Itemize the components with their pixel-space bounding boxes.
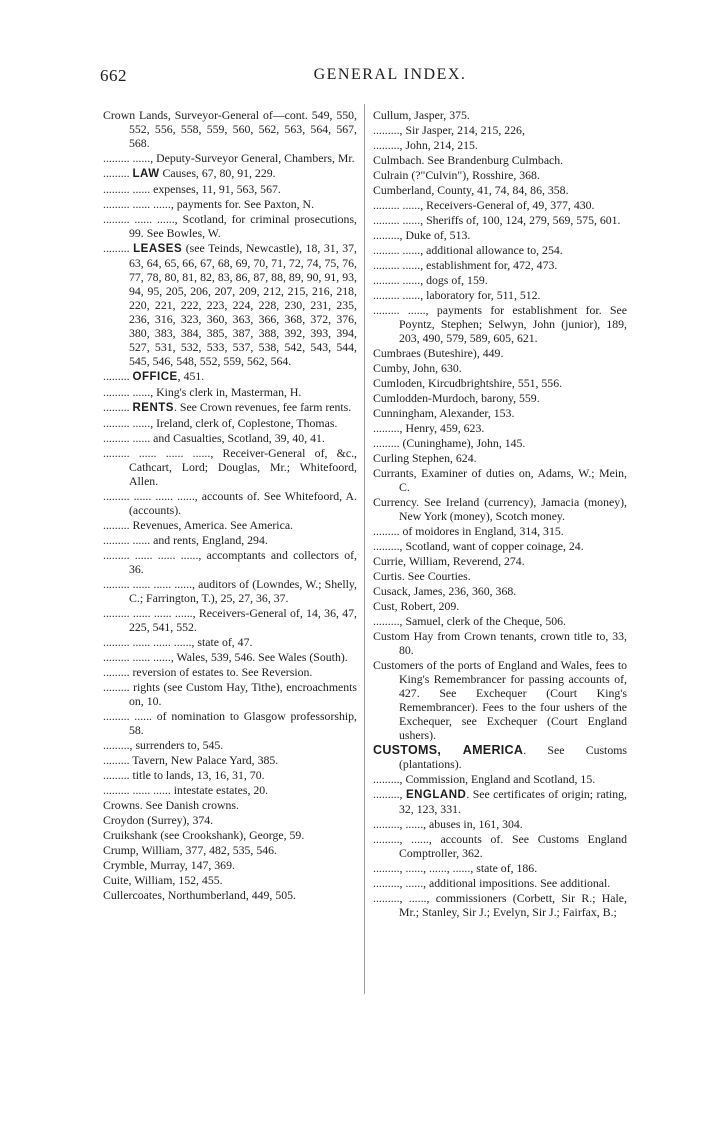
index-column-left xyxy=(103,108,357,902)
index-entry: Customers of the ports of England and Wales, fees to King's Remembrancer for passing accounts of, 427. See Exchequer (Court King's Remembrancer). Fees to the four ushers of the Exchequer, see Exchequer (Court England ushers). xyxy=(373,658,627,742)
index-entry: ......... reversion of estates to. See Reversion. xyxy=(103,665,313,679)
index-entry: ......... Revenues, America. See America. xyxy=(103,518,293,532)
index-entry: ......... ...... ......, Wales, 539, 546. See Wales (South). xyxy=(103,650,348,664)
index-entry: ......... rights (see Custom Hay, Tithe), encroachments on, 10. xyxy=(103,680,357,708)
index-entry: ......... LEASES (see Teinds, Newcastle), 18, 31, 37, 63, 64, 65, 66, 67, 68, 69, 70, 71, 72, 74, 75, 76, 77, 78, 80, 81, 82, 83, 86, 87, 88, 89, 90, 91, 93, 94, 95, 205, 206, 207, 209, 212, 215, 216, 218, 220, 221, 222, 223, 224, 228, 230, 231, 235, 236, 316, 323, 360, 363, 366, 368, 372, 376, 380, 383, 384, 385, 387, 388, 392, 393, 394, 527, 531, 532, 533, 537, 538, 542, 543, 544, 545, 546, 548, 552, 559, 562, 564. xyxy=(103,241,357,368)
index-entry: ......... ...... ......, Scotland, for criminal prosecutions, 99. See Bowles, W. xyxy=(103,212,357,240)
index-entry: Curling Stephen, 624. xyxy=(373,451,477,465)
index-entry: ........., ......, accounts of. See Customs England Comptroller, 362. xyxy=(373,832,627,860)
index-entry: ......... ...... and Casualties, Scotland, 39, 40, 41. xyxy=(103,431,325,445)
index-entry: ......... ...... of nomination to Glasgow professorship, 58. xyxy=(103,709,357,737)
index-entry: ......... ...... ...... intestate estates, 20. xyxy=(103,783,269,797)
index-entry: ......... ......, Ireland, clerk of, Coplestone, Thomas. xyxy=(103,416,338,430)
index-entry: ......... ......, laboratory for, 511, 512. xyxy=(373,288,541,302)
index-entry: Currants, Examiner of duties on, Adams, W.; Mein, C. xyxy=(373,466,627,494)
index-entry: ........., Scotland, want of copper coinage, 24. xyxy=(373,539,584,553)
index-entry: Cumloden, Kircudbrightshire, 551, 556. xyxy=(373,376,563,390)
index-entry: ......... ...... ...... ......, Receiver-General of, &c., Cathcart, Lord; Douglas, Mr.; Whitefoord, Allen. xyxy=(103,446,357,488)
index-entry: Crump, William, 377, 482, 535, 546. xyxy=(103,843,277,857)
index-entry: ......... ...... ...... ......, accomptants and collectors of, 36. xyxy=(103,548,357,576)
index-entry: Cullum, Jasper, 375. xyxy=(373,108,470,122)
index-entry: ......... OFFICE, 451. xyxy=(103,369,205,383)
index-entry: Cullercoates, Northumberland, 449, 505. xyxy=(103,888,296,902)
index-heading-word: LEASES xyxy=(133,243,183,255)
index-entry: ......... title to lands, 13, 16, 31, 70. xyxy=(103,768,265,782)
index-column-right xyxy=(373,108,627,919)
index-entry: Currency. See Ireland (currency), Jamacia (money), New York (money), Scotch money. xyxy=(373,495,627,523)
index-entry: Cumlodden-Murdoch, barony, 559. xyxy=(373,391,540,405)
running-title: GENERAL INDEX. xyxy=(313,66,467,83)
index-entry: Cumberland, County, 41, 74, 84, 86, 358. xyxy=(373,183,569,197)
index-heading-word: ENGLAND xyxy=(405,789,467,801)
index-entry: Cust, Robert, 209. xyxy=(373,599,460,613)
index-entry: ......... RENTS. See Crown revenues, fee farm rents. xyxy=(103,400,352,414)
index-entry: ......... ...... ...... ......, Receivers-General of, 14, 36, 47, 225, 541, 552. xyxy=(103,606,357,634)
index-entry: Croydon (Surrey), 374. xyxy=(103,813,214,827)
index-entry: ......... ......, dogs of, 159. xyxy=(373,273,488,287)
index-entry: ......... ...... ...... ......, state of, 47. xyxy=(103,635,253,649)
index-entry: ........., ......, abuses in, 161, 304. xyxy=(373,817,523,831)
index-entry: ......... ......, additional allowance to, 254. xyxy=(373,243,563,257)
index-entry: ......... ......, payments for establishment for. See Poyntz, Stephen; Selwyn, John (junior), 189, 203, 490, 579, 589, 605, 621. xyxy=(373,303,627,345)
index-entry: ......... ......, establishment for, 472, 473. xyxy=(373,258,558,272)
index-entry: Crymble, Murray, 147, 369. xyxy=(103,858,235,872)
index-entry: CUSTOMS, AMERICA. See Customs (plantations). xyxy=(373,743,627,771)
index-entry: ........., Sir Jasper, 214, 215, 226, xyxy=(373,123,525,137)
index-entry: Crown Lands, Surveyor-General of—cont. 549, 550, 552, 556, 558, 559, 560, 562, 563, 564, 567, 568. xyxy=(103,108,357,150)
index-entry: Currie, William, Reverend, 274. xyxy=(373,554,525,568)
index-entry: ........., Duke of, 513. xyxy=(373,228,471,242)
index-entry: ........., Commission, England and Scotland, 15. xyxy=(373,772,596,786)
index-entry: ......... ......, Deputy-Surveyor General, Chambers, Mr. xyxy=(103,151,355,165)
index-entry: ......... ...... ...... ......, auditors of (Lowndes, W.; Shelly, C.; Farrington, T.), 25, 27, 36, 37. xyxy=(103,577,357,605)
index-entry: ......... ......, King's clerk in, Masterman, H. xyxy=(103,385,302,399)
index-entry: ......... ...... expenses, 11, 91, 563, 567. xyxy=(103,182,281,196)
index-entry: Crowns. See Danish crowns. xyxy=(103,798,239,812)
index-entry: ......... LAW Causes, 67, 80, 91, 229. xyxy=(103,166,276,180)
index-entry: ......... ...... and rents, England, 294. xyxy=(103,533,268,547)
index-entry: ........., ......, commissioners (Corbett, Sir R.; Hale, Mr.; Stanley, Sir J.; Evelyn, Sir J.; Fairfax, B.; xyxy=(373,891,627,919)
index-entry: ........., Samuel, clerk of the Cheque, 506. xyxy=(373,614,566,628)
index-entry: ........., ......, additional impositions. See additional. xyxy=(373,876,611,890)
index-entry: ......... of moidores in England, 314, 315. xyxy=(373,524,564,538)
index-entry: Cumbraes (Buteshire), 449. xyxy=(373,346,504,360)
index-entry: Cunningham, Alexander, 153. xyxy=(373,406,515,420)
index-entry: ......... ...... ......, payments for. See Paxton, N. xyxy=(103,197,315,211)
index-entry: ......... (Cuninghame), John, 145. xyxy=(373,436,526,450)
index-entry: Cruikshank (see Crookshank), George, 59. xyxy=(103,828,305,842)
column-divider xyxy=(364,104,365,994)
index-heading-word: LAW xyxy=(132,168,160,180)
index-entry: Cumby, John, 630. xyxy=(373,361,462,375)
index-entry: ......... Tavern, New Palace Yard, 385. xyxy=(103,753,279,767)
index-entry: ......... ......, Receivers-General of, 49, 377, 430. xyxy=(373,198,595,212)
page-number: 662 xyxy=(100,66,127,85)
index-entry: ........., ......, ......, ......, state of, 186. xyxy=(373,861,538,875)
index-entry: ......... ......, Sheriffs of, 100, 124, 279, 569, 575, 601. xyxy=(373,213,621,227)
index-entry: Cuite, William, 152, 455. xyxy=(103,873,223,887)
index-entry: ........., ENGLAND. See certificates of origin; rating, 32, 123, 331. xyxy=(373,787,627,816)
index-entry: Culrain (?"Culvin"), Rosshire, 368. xyxy=(373,168,540,182)
page-header xyxy=(100,66,640,90)
index-entry: ........., Henry, 459, 623. xyxy=(373,421,485,435)
index-entry: ........., surrenders to, 545. xyxy=(103,738,224,752)
index-entry: Custom Hay from Crown tenants, crown title to, 33, 80. xyxy=(373,629,627,657)
index-heading-word: RENTS xyxy=(132,402,174,414)
index-entry: Culmbach. See Brandenburg Culmbach. xyxy=(373,153,564,167)
index-entry: Curtis. See Courties. xyxy=(373,569,471,583)
index-heading-word: OFFICE xyxy=(132,371,178,383)
index-entry: ......... ...... ...... ......, accounts of. See Whitefoord, A. (accounts). xyxy=(103,489,357,517)
index-entry: ........., John, 214, 215. xyxy=(373,138,478,152)
index-entry: Cusack, James, 236, 360, 368. xyxy=(373,584,517,598)
index-heading-word: CUSTOMS, AMERICA xyxy=(373,743,524,757)
